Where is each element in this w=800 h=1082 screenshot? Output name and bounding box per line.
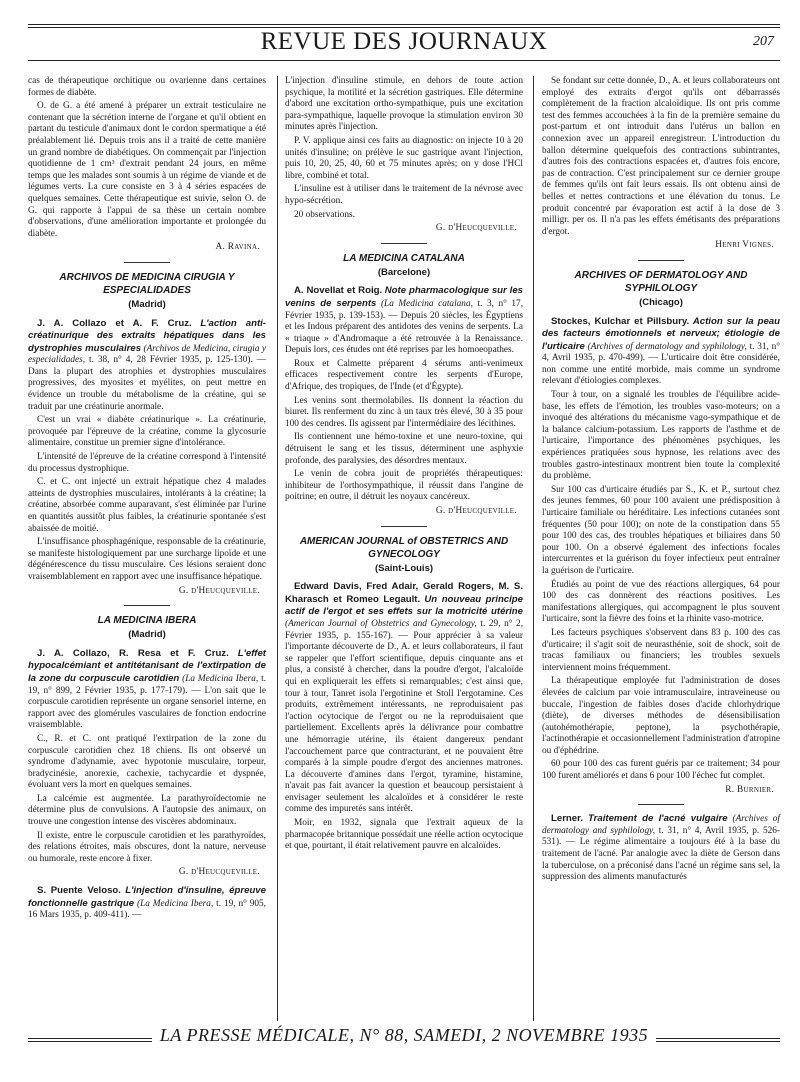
header-rule-top: [28, 24, 780, 25]
paragraph: Roux et Calmette préparent 4 sérums anti-venimeux efficaces respectivement contre les serpents d'Europe, d'Afrique, des tropiques, de l'Inde (et d'Égypte).: [285, 358, 523, 393]
header-rule-bottom: [28, 60, 780, 61]
footer-imprint: LA PRESSE MÉDICALE, N° 88, SAMEDI, 2 NOVEMBRE 1935: [28, 1025, 780, 1046]
separator: [381, 243, 427, 244]
article-title: L'injection d'insuline, épreuve fonctionnelle gastrique: [28, 885, 266, 909]
paragraph: L'intensité de l'épreuve de la créatine correspond à l'intensité du processus dystrophique.: [28, 452, 266, 474]
paragraph: L'insuffisance phosphagénique, responsable de la créatinurie, se manifeste histologiquement par une surcharge lipoïde et une dégénérescence du tissu musculaire. Ces lésions seraient donc vraisemblablement en rapport avec une insuffisance hépatique.: [28, 537, 266, 582]
journal-heading: LA MEDICINA IBERA: [97, 615, 197, 627]
article-text: t. 29, n° 2, Février 1935, p. 155-167). — Pour apprécier à sa valeur l'importante découverte de D., A. et leurs collaborateurs, il faut se rappeler que l'effort scientifique, depuis cinquante ans et plus, a consisté à chercher, dans la poudre d'ergot, l'alcaloïde qui en expliquerait les effets si remarquables; c'est ainsi que, tour à tour, Tanret isola l'ergotinine et Stoll l'ergotamine. Ces produits, extrêmement intéressants, ne reproduisaient pas l'action ocytocique de l'ergot ou ne la reproduisaient que partiellement. Excellents après la délivrance pour combattre une hémorragie utérine, ils étaient dangereux pendant l'accouchement parce que contracturant, et ne pouvaient être comparés à la simple poudre d'ergot des anciennes matrones. La découverte d'amines dans l'ergot, tyramine, histamine, n'avait pas fait avancer la question et beaucoup persistaient à envisager seulement les alcaloïdes et à considérer le reste comme des impuretés sans intérêt.: [285, 618, 524, 815]
paragraph: C., R. et C. ont pratiqué l'extirpation de la zone du corpuscule carotidien chez 18 chiens. Ils ont observé un syndrome d'adynamie, avec hypotonie musculaire, torpeur, bradycinésie, anorexie, cachexie, tachycardie et dyspnée, évoluant vers la mort en quelques semaines.: [28, 733, 266, 791]
signature: Henri Vignes.: [715, 240, 774, 251]
paragraph: Se fondant sur cette donnée, D., A. et leurs collaborateurs ont employé des extraits d'ergot qu'ils ont débarrassés complètement de la fraction alcaloïdique. Ils ont pris comme test des femmes accouchées à la fin de la première semaine du post-partum et ont introduit dans l'utérus un ballon en connexion avec un appareil enregistreur. L'introduction du ballon détermine quelquefois des contractions subintrantes, d'autres fois des contractions espacées et, d'autres fois encore, pas de contraction. C'est principalement sur ce dernier groupe de femmes qu'ils ont fait leurs essais. Ils ont obtenu ainsi de belles et nettes contractions et une élévation du tonus. Le produit concentré par évaporation est actif à la dose de 3 milligr. per os. Il n'a pas les effets émétisants des préparations d'ergot.: [542, 76, 780, 237]
article-authors: Edward Davis, Fred Adair, Gerald Rogers, M. S. Kharasch et Romeo Legault.: [285, 581, 523, 605]
journal-heading: LA MEDICINA CATALANA: [343, 252, 465, 264]
article-authors: Stockes, Kulchar et Pillsbury.: [551, 315, 690, 327]
separator: [124, 605, 170, 606]
journal-place: (Madrid): [128, 298, 166, 310]
article-authors: S. Puente Veloso.: [37, 885, 121, 897]
article-title: L'effet hypocalcémiant et antitétanisant de l'extirpation de la zone du corpuscule carotidien: [28, 647, 266, 684]
paragraph: Le venin de cobra jouit de propriétés thérapeutiques: inhibiteur de l'orthosympathique, il réussit dans l'angine de poitrine; en outre, il détruit les noyaux cancéreux.: [285, 469, 523, 503]
paragraph: 20 observations.: [294, 209, 355, 220]
article-entry: [542, 813, 780, 884]
article-reference: (La Medicina catalana,: [380, 298, 473, 309]
page-footer: [28, 1025, 780, 1049]
paragraph: Étudiés au point de vue des réactions allergiques, 64 pour 100 des cas donnèrent des réactions positives. Les manifestations allergiques, qui accompagnent le plus souvent l'urticaire, sont la fièvre des foins et la rhinite vaso-motrice.: [542, 579, 780, 625]
signature: G. d'Heucqueville.: [435, 223, 517, 234]
journal-page: [28, 14, 780, 1074]
signature: A. Ravina.: [215, 242, 260, 253]
paragraph: O. de G. a été amené à préparer un extrait testiculaire ne contenant que la sécrétion interne de l'organe et qu'il obtient en partant du testicule d'animaux dont le cordon spermatique a été préalablement lié. Depuis trois ans il a traité de cette manière un grand nombre de diabétiques. On commençait par l'injection quotidienne de 1 cm³ d'extrait pendant 24 jours, en même temps que les malades sont soumis à un régime de viande et de légumes verts. La cure consiste en 3 à 4 séries espacées de quelques semaines. Cette thérapeutique est suivie, selon O. de G. qui rapporte à l'appui de sa thèse un certain nombre d'observations, d'une amélioration importante et prolongée du diabète.: [28, 101, 266, 239]
paragraph: Les venins sont thermolabiles. Ils donnent la réaction du biuret. Ils renferment du zinc à un taux très élevé, 30 à 35 pour 100 des cendres. Ils agissent par l'intermédiaire des lécithines.: [285, 395, 523, 429]
page-number: 207: [753, 34, 774, 49]
signature: G. d'Heucqueville.: [435, 506, 517, 516]
column-middle: [285, 76, 523, 855]
article-reference: (American Journal of Obstetrics and Gynecology,: [285, 618, 477, 629]
paragraph: P. V. applique ainsi ces faits au diagnostic: on injecte 10 à 20 unités d'insuline; on prélève le suc gastrique avant l'injection, puis 10, 20, 25, 40, 60 et 75 minutes après; on y dose l'HCl libre, combiné et total.: [285, 135, 523, 181]
article-entry: [28, 318, 266, 414]
column-divider-1: [277, 76, 278, 1021]
paragraph: cas de thérapeutique orchitique ou ovarienne dans certaines formes de diabète.: [28, 76, 266, 98]
column-divider-2: [533, 76, 534, 1021]
column-right: [542, 76, 780, 886]
article-entry: [28, 885, 266, 922]
article-authors: A. Novellat et Roig.: [294, 285, 383, 297]
article-reference: (Archivos de Medicina, cirugia y especialidades,: [28, 343, 266, 366]
signature: G. d'Heucqueville.: [178, 867, 260, 878]
running-head: REVUE DES JOURNAUX: [28, 28, 780, 56]
article-text: t. 31, n° 4, Avril 1935, p. 470-499). — L'urticaire doit être considérée, non comme une entité morbide, mais comme un syndrome relevant d'étiologies complexes.: [542, 341, 781, 387]
journal-heading: ARCHIVES OF DERMATOLOGY AND SYPHILOLOGY: [574, 269, 748, 294]
article-title: Un nouveau principe actif de l'ergot et ses effets sur la motricité utérine: [285, 593, 524, 618]
article-title: Traitement de l'acné vulgaire: [587, 813, 728, 825]
article-entry: [28, 648, 266, 732]
paragraph: Tour à tour, on a signalé les troubles de l'équilibre acide-base, les effets de l'émotion, les troubles vaso-moteurs; on a invoqué des altérations du mécanisme vago-sympathique et de la balance calcium-potassium. Les rapports de l'asthme et de l'urticaire, l'importance des phénomènes psychiques, les expériences pratiquées sous hypnose, les relations avec des troubles gastro-intestinaux montrent bien toute la complexité du problème.: [542, 390, 780, 482]
separator: [381, 526, 427, 527]
signature: G. d'Heucqueville.: [178, 585, 260, 596]
column-left: [28, 76, 266, 924]
paragraph: 60 pour 100 des cas furent guéris par ce traitement; 34 pour 100 furent améliorés et dans 6 pour 100 l'échec fut complet.: [542, 759, 780, 782]
article-entry: [285, 285, 523, 357]
journal-heading: AMERICAN JOURNAL of OBSTETRICS AND GYNECOLOGY: [299, 535, 509, 560]
paragraph: Les facteurs psychiques s'observent dans 83 p. 100 des cas d'urticaire; il s'agit soit de neurasthénie, soit de shock, soit de tracas familiaux ou financiers; les troubles sexuels interviennent moins fréquemment.: [542, 627, 780, 673]
separator: [638, 804, 684, 805]
journal-place: (Chicago): [639, 296, 683, 308]
journal-heading: ARCHIVOS DE MEDICINA CIRUGIA Y ESPECIALIDADES: [59, 271, 235, 296]
article-text: t. 38, n° 4, 28 Février 1935, p. 125-130). — Dans la plupart des atrophies et dystrophies musculaires progressives, des myosites et myélites, on peut mettre en évidence un trouble du métabolisme de la créatine, qui se traduit par une créatinurie anormale.: [28, 355, 266, 412]
article-text: t. 3, n° 17, Février 1935, p. 139-153). — Depuis 20 siècles, les Égyptiens et les Indous préparent des antidotes des venins de serpents. La « triaque » d'Andromaque a été retrouvée à la Renaissance. Depuis lors, ces études ont été reprises par les homoeopathes.: [285, 298, 524, 356]
article-text: t. 19, n° 899, 2 Février 1935, p. 177-179). — L'on sait que le corpuscule carotidien représente un organe sensoriel interne, en rapport avec des glomérules vasculaires de fonction endocrine vraisemblable.: [28, 673, 266, 731]
article-title: L'action anti-créatinurique des extraits hépatiques dans les dystrophies musculaires: [28, 317, 267, 354]
article-reference: (La Medicina Ibera,: [137, 898, 214, 909]
article-authors: Lerner.: [551, 813, 583, 825]
article-reference: (Archives of dermatology and syphilology,: [587, 341, 747, 352]
paragraph: C. et C. ont injecté un extrait hépatique chez 4 malades atteints de dystrophies musculaires, intolérants à la créatine; la créatine, absorbée comme auparavant, s'est éliminée par l'urine en quantités aussitôt plus faibles, la créatinurie spontanée s'est abaissée de moitié.: [28, 477, 266, 534]
separator: [638, 260, 684, 261]
article-authors: J. A. Collazo, R. Resa et F. Cruz.: [37, 647, 229, 659]
separator: [124, 262, 170, 263]
paragraph: L'injection d'insuline stimule, en dehors de toute action psychique, la motilité et la sécrétion gastriques. Elle détermine d'abord une excitation ortho-sympathique, puis une excitation para-sympathique, laquelle provoque la stimulation environ 30 minutes après l'injection.: [285, 76, 523, 133]
paragraph: La calcémie est augmentée. La parathyroïdectomie ne détermine plus de convulsions. A l'autopsie des animaux, on trouve une congestion intense des viscères abdominaux.: [28, 793, 266, 828]
journal-place: (Barcelone): [377, 266, 431, 278]
article-reference: (Archives of dermatology and syphilology,: [542, 814, 781, 836]
paragraph: Il existe, entre le corpuscule carotidien et les parathyroïdes, des relations étroites, mais obscures, dont la nature, nerveuse ou humorale, reste encore à fixer.: [28, 830, 266, 864]
article-title: Action sur la peau des facteurs émotionnels et nerveux; étiologie de l'urticaire: [542, 315, 780, 352]
paragraph: Sur 100 cas d'urticaire étudiés par S., K. et P., surtout chez des jeunes femmes, 60 pour 100 avaient une prédisposition à l'urticaire familiale ou héréditaire. Les infections cutanées sont fréquentes (50 pour 100); on note de la constipation dans 55 pour 100 des cas, des troubles hépatiques et biliaires dans 50 pour 100. On a observé également des infections focales intercurrentes et la guérison du foyer infectieux peut entraîner la guérison de l'urticaire.: [542, 484, 780, 576]
article-reference: (La Medicina Ibera,: [182, 673, 259, 684]
signature: R. Burnier.: [725, 784, 774, 795]
article-text: t. 19, n° 905, 16 Mars 1935, p. 409-411). —: [28, 898, 266, 921]
article-entry: [285, 581, 523, 816]
article-authors: J. A. Collazo et A. F. Cruz.: [37, 317, 192, 329]
paragraph: Ils contiennent une hémo-toxine et une neuro-toxine, qui détruisent le sang et les tissus, déterminent une asphyxie profonde, des paralysies, des désordres mentaux.: [285, 432, 523, 466]
paragraph: L'insuline est à utiliser dans le traitement de la névrose avec hypo-sécrétion.: [285, 184, 523, 206]
article-text: t. 31, n° 4, Avril 1935, p. 526-531). — Le régime alimentaire a toujours été à la base du traitement de l'acné. Par analogie avec la diète de Gerson dans la tuberculose, on a préconisé dans l'acné un régime sans sel, la suppression des aliments manufacturés: [542, 825, 780, 883]
article-title: Note pharmacologique sur les venins de serpents: [285, 285, 524, 309]
journal-place: (Madrid): [128, 629, 166, 641]
journal-place: (Saint-Louis): [374, 562, 434, 574]
paragraph: Moir, en 1932, signala que l'extrait aqueux de la pharmacopée britannique possédait une réelle action ocytocique et que, pourtant, il était relativement pauvre en alcaloïdes.: [285, 818, 524, 852]
article-entry: [542, 316, 780, 389]
paragraph: C'est un vrai « diabète créatinurique ». La créatinurie, provoquée par l'épreuve de la créatine, comme la glycosurie alimentaire, constitue un premier signe d'intolérance.: [28, 415, 266, 449]
paragraph: La thérapeutique employée fut l'administration de doses élevées de calcium par voie intramusculaire, intraveineuse ou buccale, l'ingestion de faibles doses d'acide chlorhydrique (diète), de diverses méthodes de désensibilisation (autohémothérapie, peptone), la psychothérapie, l'actinothérapie et occasionnellement l'administration d'atropine ou d'éphédrine.: [542, 676, 780, 756]
